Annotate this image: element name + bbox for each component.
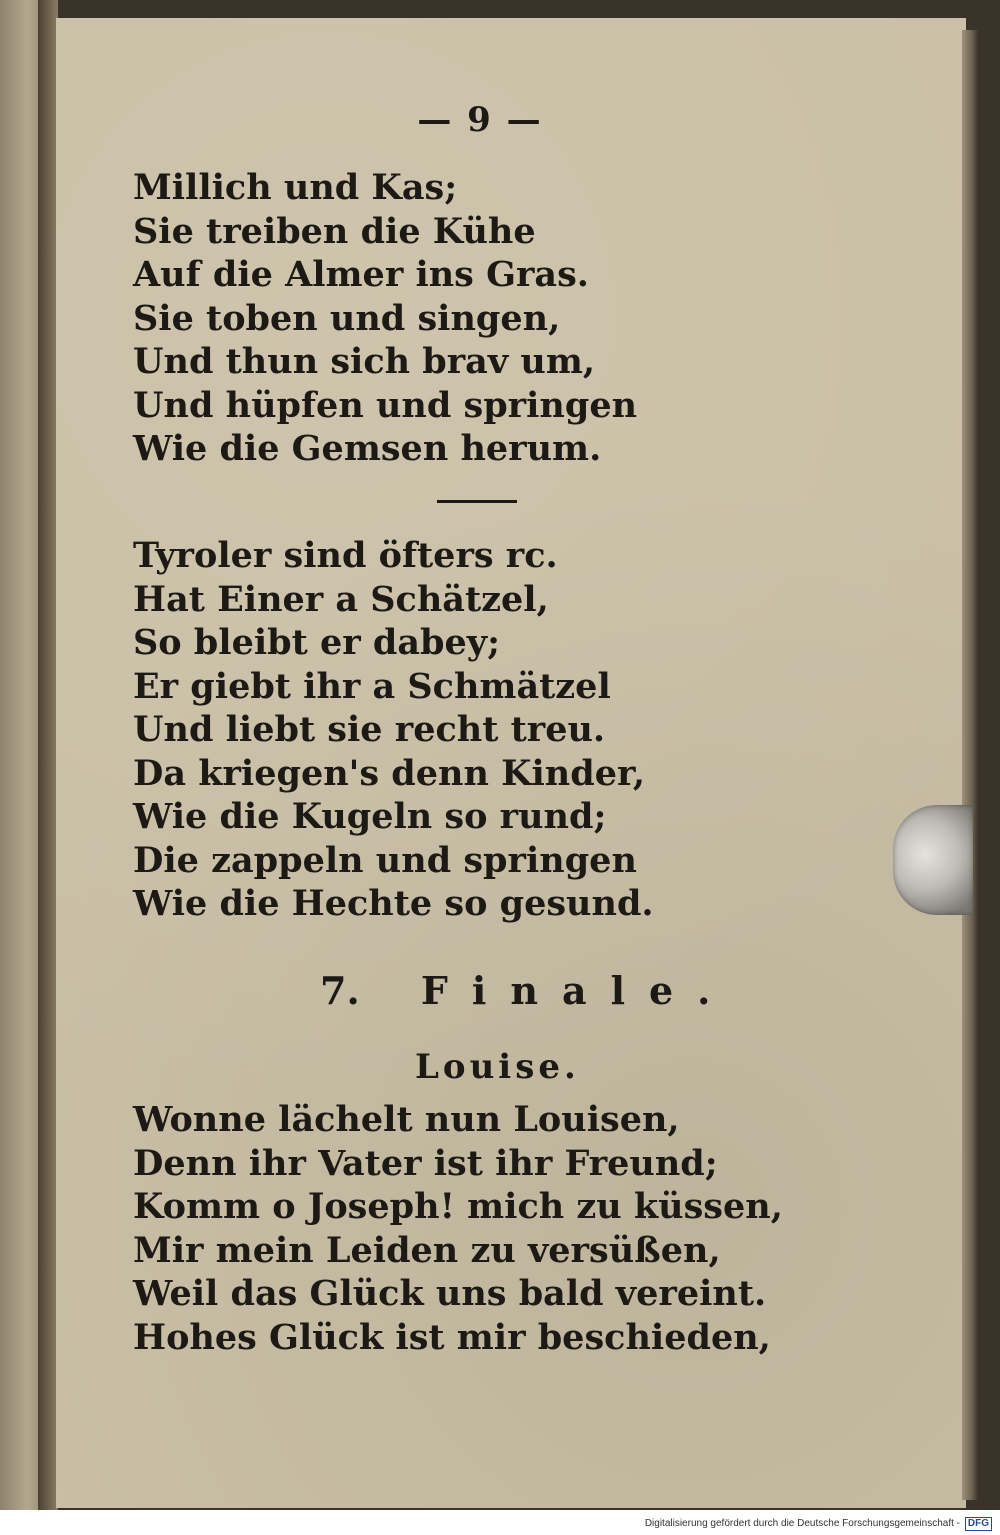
section-title: Finale. (420, 968, 735, 1013)
verse-line: Wie die Kugeln so rund; (133, 796, 607, 837)
verse-line: Und thun sich brav um, (133, 341, 596, 382)
stanza-divider (437, 500, 517, 503)
stanza-2 (133, 534, 654, 926)
verse-line: Auf die Almer ins Gras. (133, 254, 589, 295)
verse-line: Komm o Joseph! mich zu küssen, (133, 1186, 783, 1227)
speaker-name: Louise. (415, 1047, 580, 1087)
verse-line: Die zappeln und springen (133, 839, 637, 881)
verse-line: Da kriegen's denn Kinder, (133, 752, 646, 794)
verse-line: Hohes Glück ist mir beschieden, (133, 1316, 771, 1358)
digitization-credit: Digitalisierung gefördert durch die Deutsche Forschungsgemeinschaft - (644, 1518, 960, 1529)
verse-line: Weil das Glück uns bald vereint. (133, 1273, 767, 1314)
verse-line: Sie toben und singen, (133, 297, 561, 339)
dfg-logo: DFG (965, 1517, 992, 1531)
page-number: — 9 — (417, 100, 543, 140)
verse-line: Hat Einer a Schätzel, (133, 578, 549, 620)
section-number: 7. (320, 968, 360, 1013)
verse-line: Sie treiben die Kühe (133, 210, 536, 252)
verse-line: Tyroler sind öfters rc. (133, 535, 558, 576)
stanza-1 (133, 166, 637, 471)
verse-line: Wonne lächelt nun Louisen, (133, 1099, 680, 1140)
verse-line: Wie die Hechte so gesund. (133, 883, 654, 924)
verse-line: Und hüpfen und springen (133, 384, 638, 426)
verse-line: Und liebt sie recht treu. (133, 709, 606, 750)
stanza-3 (133, 1098, 783, 1359)
verse-line: Mir mein Leiden zu versüßen, (133, 1229, 721, 1271)
verse-line: So bleibt er dabey; (133, 622, 501, 663)
page-clip (893, 805, 973, 915)
section-heading (320, 968, 734, 1013)
page-stack-edge (962, 30, 978, 1500)
verse-line: Millich und Kas; (133, 167, 458, 208)
book-gutter (38, 0, 58, 1510)
verse-line: Er giebt ihr a Schmätzel (133, 665, 611, 707)
verse-line: Denn ihr Vater ist ihr Freund; (133, 1142, 718, 1184)
verse-line: Wie die Gemsen herum. (133, 428, 602, 469)
